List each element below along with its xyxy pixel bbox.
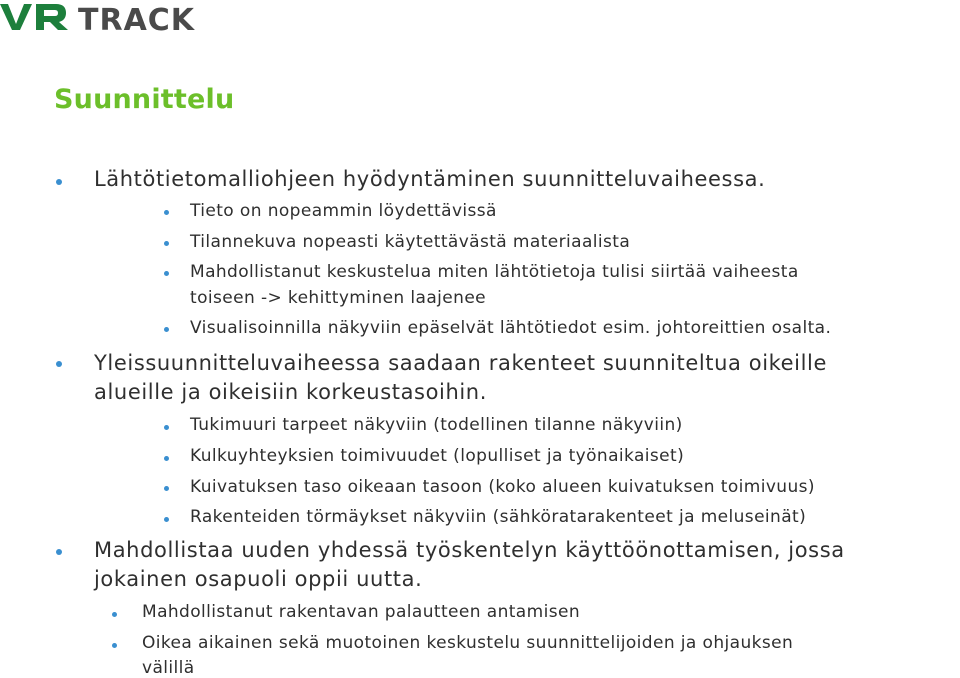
bullet-item-text-continued: jokainen osapuoli oppii uutta.: [94, 567, 423, 591]
bullet-icon: [56, 361, 62, 367]
sub-bullet-icon: [164, 517, 169, 522]
sub-bullet-icon: [164, 327, 169, 332]
bullet-item-text: Lähtötietomalliohjeen hyödyntäminen suunnitteluvaiheessa.: [94, 167, 766, 191]
slide-title: Suunnittelu: [54, 84, 235, 115]
sub-bullet-icon: [164, 486, 169, 491]
sub-bullet-icon: [164, 241, 169, 246]
sub-bullet-text: Tilannekuva nopeasti käytettävästä materiaalista: [190, 232, 631, 252]
sub-bullet-icon: [164, 271, 169, 276]
sub-bullet-text: Oikea aikainen sekä muotoinen keskustelu suunnittelijoiden ja ohjauksen: [142, 633, 794, 653]
sub-bullet-text: Mahdollistanut keskustelua miten lähtötietoja tulisi siirtää vaiheesta: [190, 262, 799, 282]
bullet-item-text: Mahdollistaa uuden yhdessä työskentelyn käyttöönottamisen, jossa: [94, 538, 845, 562]
sub-bullet-text: Mahdollistanut rakentavan palautteen antamisen: [142, 602, 580, 622]
bullet-item-text-continued: alueille ja oikeisiin korkeustasoihin.: [94, 380, 487, 404]
sub-bullet-text: Visualisoinnilla näkyviin epäselvät lähtötiedot esim. johtoreittien osalta.: [190, 318, 832, 338]
sub-bullet-text-continued: välillä: [142, 658, 195, 678]
sub-bullet-text: Rakenteiden törmäykset näkyviin (sähköratarakenteet ja meluseinät): [190, 507, 807, 527]
bullet-item-text: Yleissuunnitteluvaiheessa saadaan rakenteet suunniteltua oikeille: [94, 351, 827, 375]
logo-text: TRACK: [78, 3, 196, 36]
sub-bullet-text: Kulkuyhteyksien toimivuudet (lopulliset ja työnaikaiset): [190, 446, 685, 466]
sub-bullet-text: Kuivatuksen taso oikeaan tasoon (koko alueen kuivatuksen toimivuus): [190, 477, 815, 497]
sub-bullet-text-continued: toiseen -> kehittyminen laajenee: [190, 288, 487, 308]
sub-bullet-icon: [164, 425, 169, 430]
sub-bullet-icon: [164, 210, 169, 215]
bullet-icon: [56, 179, 62, 185]
sub-bullet-text: Tukimuuri tarpeet näkyviin (todellinen tilanne näkyviin): [190, 415, 683, 435]
sub-bullet-icon: [164, 456, 169, 461]
sub-bullet-icon: [112, 643, 117, 648]
sub-bullet-icon: [112, 612, 117, 617]
bullet-icon: [56, 549, 62, 555]
sub-bullet-text: Tieto on nopeammin löydettävissä: [190, 201, 497, 221]
